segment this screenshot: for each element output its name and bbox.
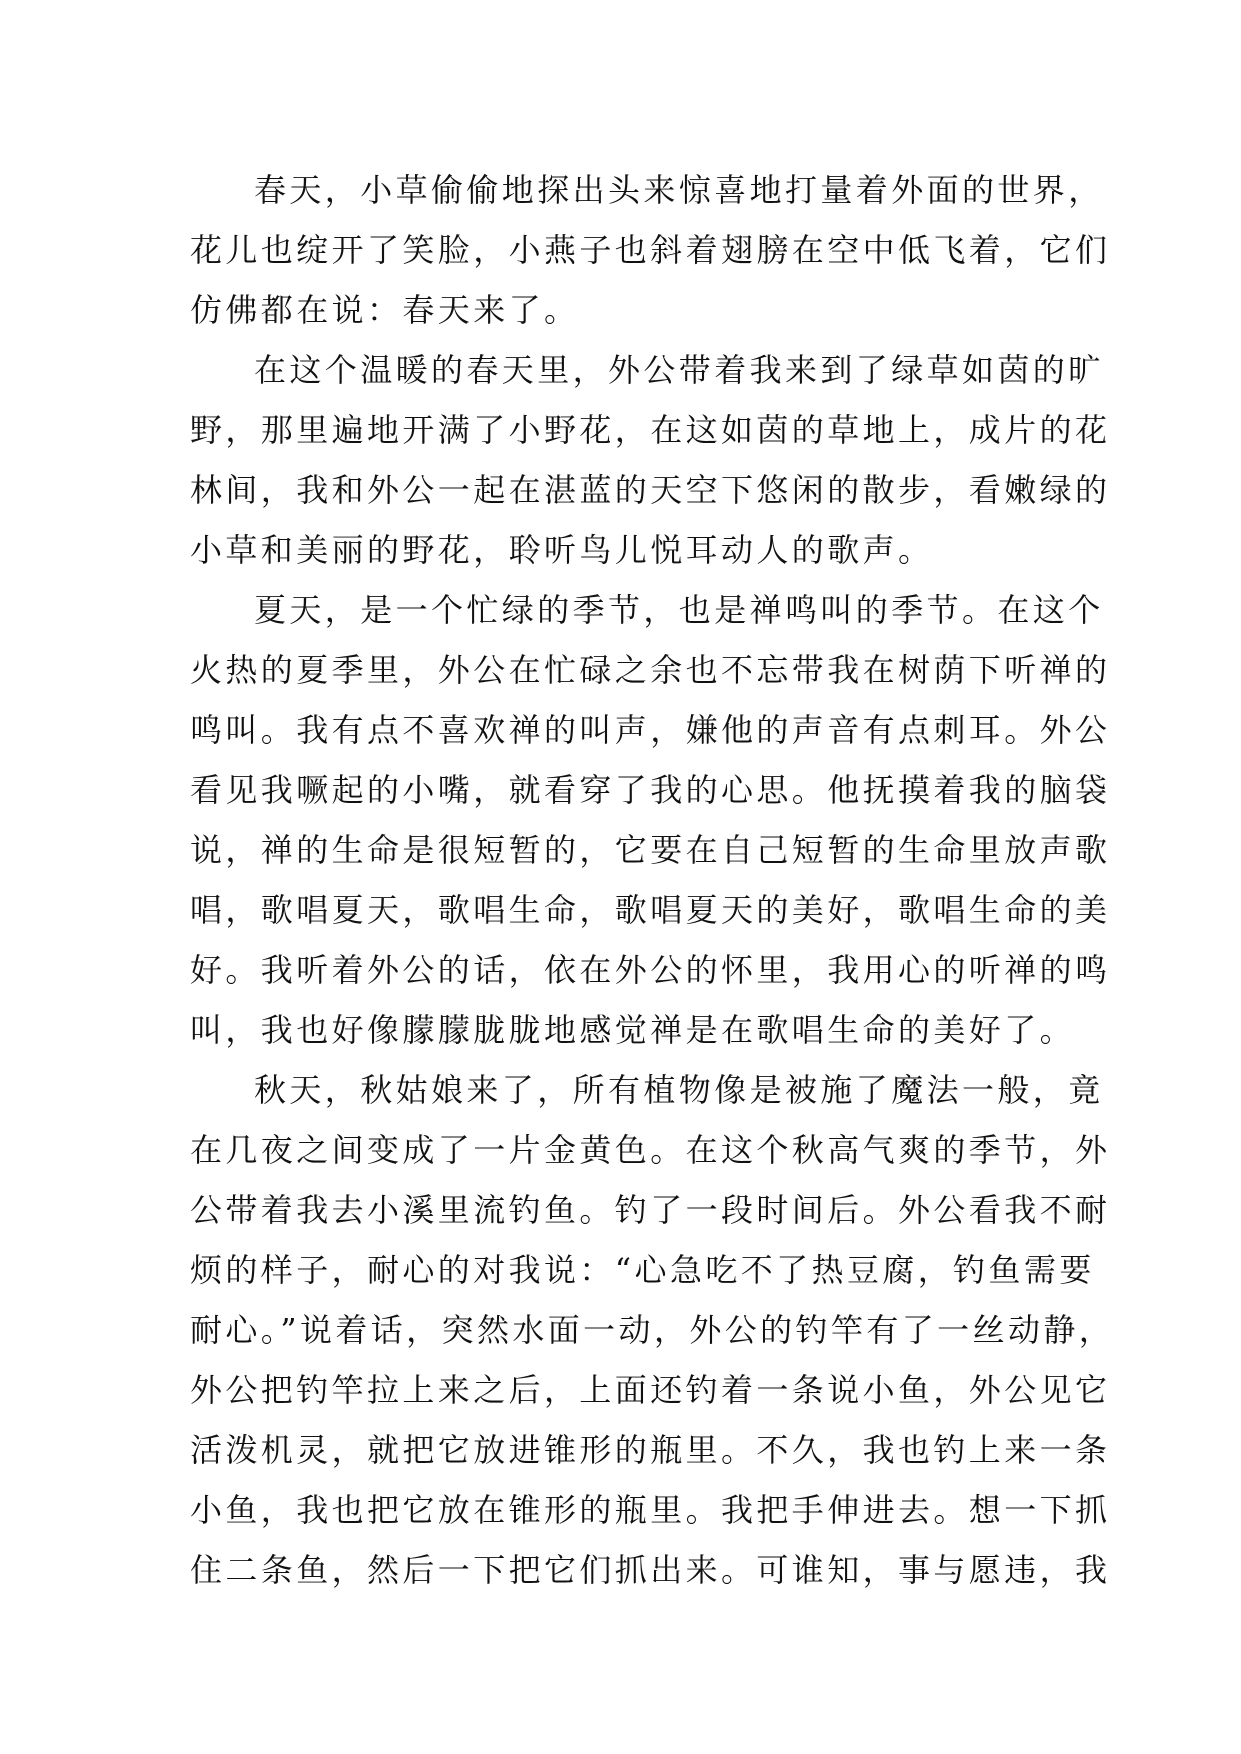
document-body	[190, 160, 1115, 1600]
text-line: 公带着我去小溪里流钓鱼。钓了一段时间后。外公看我不耐	[190, 1191, 1111, 1229]
text-line: 好。我听着外公的话，依在外公的怀里，我用心的听禅的鸣	[190, 951, 1111, 989]
text-line: 唱，歌唱夏天，歌唱生命，歌唱夏天的美好，歌唱生命的美	[190, 891, 1111, 929]
text-line: 烦的样子，耐心的对我说：“心急吃不了热豆腐，钓鱼需要	[190, 1251, 1095, 1289]
text-line: 叫，我也好像朦朦胧胧地感觉禅是在歌唱生命的美好了。	[190, 1011, 1076, 1049]
text-line: 看见我噘起的小嘴，就看穿了我的心思。他抚摸着我的脑袋	[190, 771, 1111, 809]
text-line: 春天，小草偷偷地探出头来惊喜地打量着外面的世界，	[254, 171, 1104, 209]
paragraph-autumn	[190, 1060, 1115, 1600]
text-line: 火热的夏季里，外公在忙碌之余也不忘带我在树荫下听禅的	[190, 651, 1111, 689]
paragraph-spring	[190, 160, 1111, 340]
text-line: 秋天，秋姑娘来了，所有植物像是被施了魔法一般，竟	[254, 1071, 1104, 1109]
text-line: 小草和美丽的野花，聆听鸟儿悦耳动人的歌声。	[190, 531, 934, 569]
text-line: 在几夜之间变成了一片金黄色。在这个秋高气爽的季节，外	[190, 1131, 1111, 1169]
text-line: 夏天，是一个忙绿的季节，也是禅鸣叫的季节。在这个	[254, 591, 1104, 629]
paragraph-summer	[190, 580, 1111, 1060]
text-line: 外公把钓竿拉上来之后，上面还钓着一条说小鱼，外公见它	[190, 1371, 1111, 1409]
text-line: 小鱼，我也把它放在锥形的瓶里。我把手伸进去。想一下抓	[190, 1491, 1111, 1529]
text-line: 住二条鱼，然后一下把它们抓出来。可谁知，事与愿违，我	[190, 1551, 1111, 1589]
paragraph-spring-walk	[190, 340, 1111, 580]
text-line: 仿佛都在说：春天来了。	[190, 291, 580, 329]
text-line: 鸣叫。我有点不喜欢禅的叫声，嫌他的声音有点刺耳。外公	[190, 711, 1111, 749]
text-line: 耐心。”说着话，突然水面一动，外公的钓竿有了一丝动静，	[190, 1311, 1115, 1349]
text-line: 说，禅的生命是很短暂的，它要在自己短暂的生命里放声歌	[190, 831, 1111, 869]
text-line: 花儿也绽开了笑脸，小燕子也斜着翅膀在空中低飞着，它们	[190, 231, 1111, 269]
text-line: 活泼机灵，就把它放进锥形的瓶里。不久，我也钓上来一条	[190, 1431, 1111, 1469]
text-line: 林间，我和外公一起在湛蓝的天空下悠闲的散步，看嫩绿的	[190, 471, 1111, 509]
text-line: 野，那里遍地开满了小野花，在这如茵的草地上，成片的花	[190, 411, 1111, 449]
text-line: 在这个温暖的春天里，外公带着我来到了绿草如茵的旷	[254, 351, 1104, 389]
